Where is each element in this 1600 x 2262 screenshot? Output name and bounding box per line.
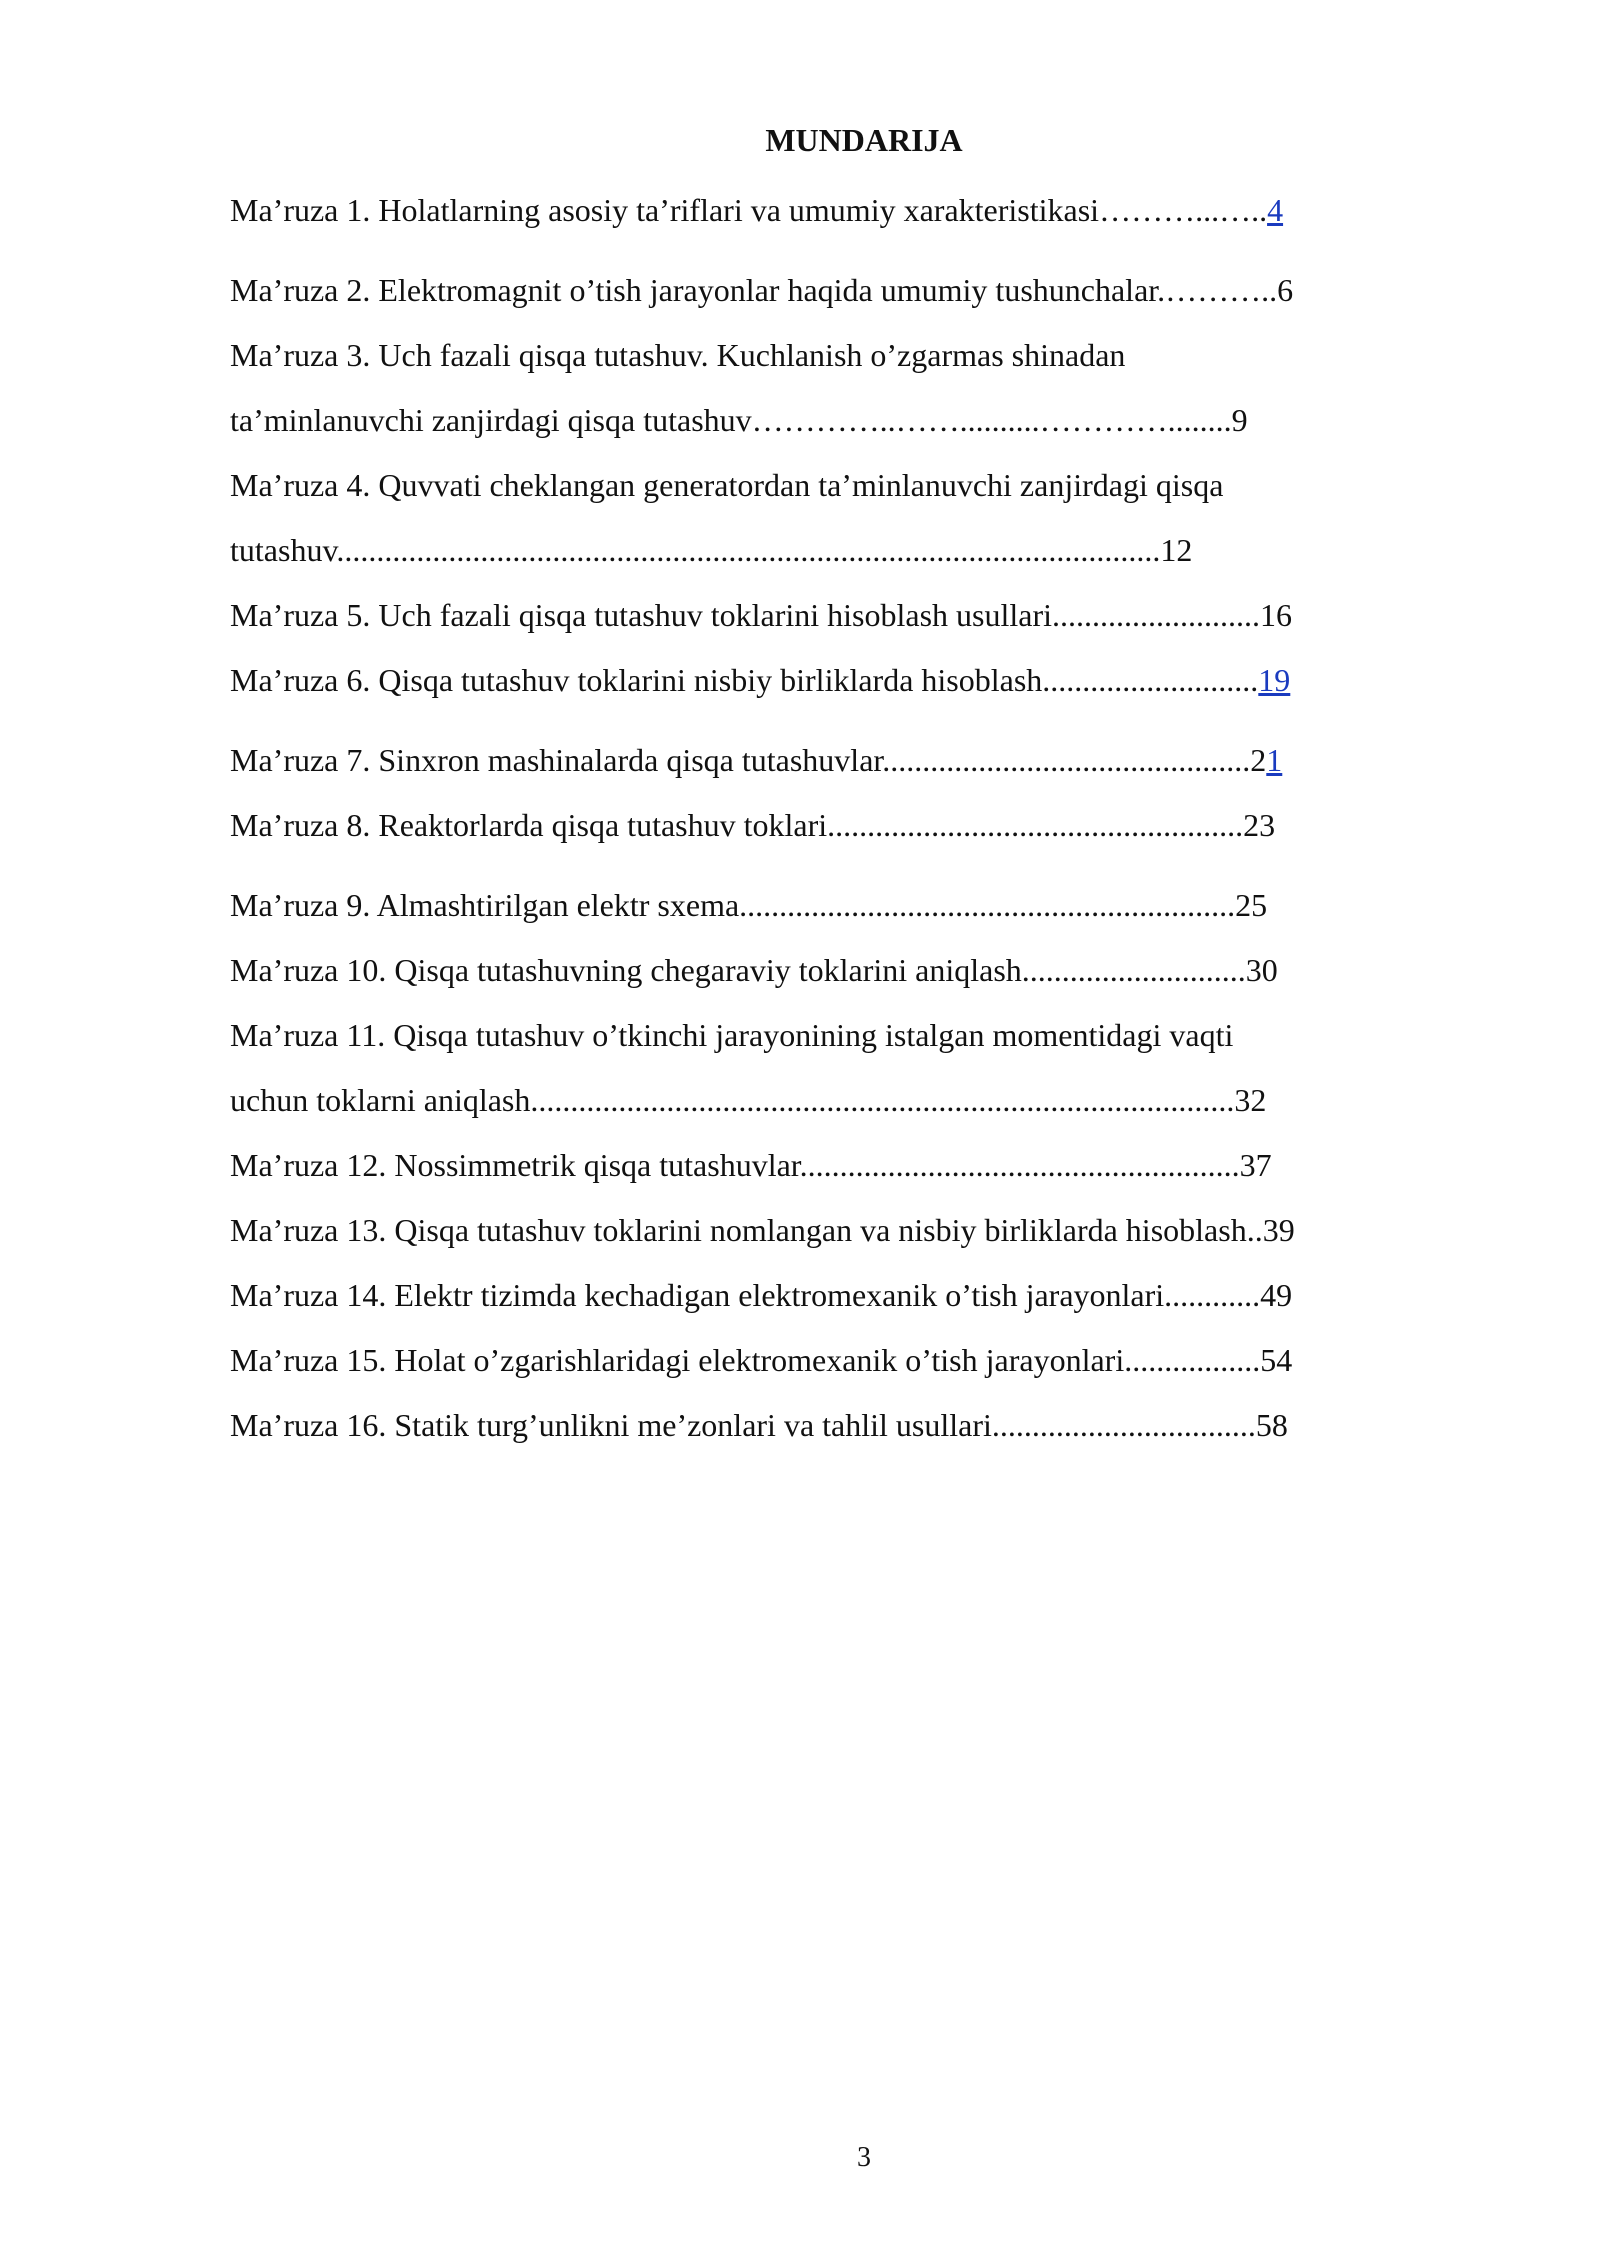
toc-entry-text: Ma’ruza 4. Quvvati cheklangan generatordan ta’minlanuvchi zanjirdagi qisqa xyxy=(230,467,1224,503)
toc-entry-text: Ma’ruza 2. Elektromagnit o’tish jarayonlar haqida umumiy tushunchalar.………..6 xyxy=(230,272,1294,308)
toc-entry-text: Ma’ruza 13. Qisqa tutashuv toklarini nomlangan va nisbiy birliklarda hisoblash..39 xyxy=(230,1212,1295,1248)
toc-entry-text: Ma’ruza 3. Uch fazali qisqa tutashuv. Kuchlanish o’zgarmas shinadan xyxy=(230,337,1126,373)
toc-entry-text: Ma’ruza 12. Nossimmetrik qisqa tutashuvlar.......................................................37 xyxy=(230,1147,1272,1183)
toc-entry-5 xyxy=(230,593,1500,637)
toc-page-link[interactable]: 4 xyxy=(1267,192,1284,228)
toc-entry-text: Ma’ruza 9. Almashtirilgan elektr sxema..............................................................25 xyxy=(230,887,1268,923)
toc-entry-14 xyxy=(230,1273,1500,1317)
toc-entry-text: uchun toklarni aniqlash........................................................................................32 xyxy=(230,1082,1267,1118)
toc-entry-2 xyxy=(230,268,1500,312)
toc-entry-8 xyxy=(230,803,1500,847)
toc-entry-15 xyxy=(230,1338,1500,1382)
toc-entry-text: Ma’ruza 7. Sinxron mashinalarda qisqa tutashuvlar..............................................2 xyxy=(230,742,1267,778)
toc-entry-text: Ma’ruza 15. Holat o’zgarishlaridagi elektromexanik o’tish jarayonlari.................54 xyxy=(230,1342,1293,1378)
toc-entry-11-line-1 xyxy=(230,1013,1500,1057)
toc-entry-7[interactable] xyxy=(230,738,1500,782)
toc-entry-text: Ma’ruza 16. Statik turg’unlikni me’zonlari va tahlil usullari.................................58 xyxy=(230,1407,1288,1443)
toc-entry-13 xyxy=(230,1208,1500,1252)
toc-entry-12 xyxy=(230,1143,1500,1187)
toc-entry-text: Ma’ruza 1. Holatlarning asosiy ta’riflari va umumiy xarakteristikasi………...….. xyxy=(230,192,1268,228)
toc-entry-text: Ma’ruza 8. Reaktorlarda qisqa tutashuv toklari....................................................23 xyxy=(230,807,1276,843)
toc-entry-11-line-2 xyxy=(230,1078,1500,1122)
toc-page-link[interactable]: 19 xyxy=(1258,662,1291,698)
toc-entry-6[interactable] xyxy=(230,658,1500,702)
toc-entry-text: tutashuv.......................................................................................................12 xyxy=(230,532,1193,568)
page-number: 3 xyxy=(857,2142,871,2173)
toc-entry-3-line-1 xyxy=(230,333,1500,377)
toc-entry-10 xyxy=(230,948,1500,992)
toc-entry-text: Ma’ruza 5. Uch fazali qisqa tutashuv toklarini hisoblash usullari..........................16 xyxy=(230,597,1293,633)
toc-entry-3-line-2 xyxy=(230,398,1500,442)
toc-entry-4-line-1 xyxy=(230,463,1500,507)
toc-entry-16 xyxy=(230,1403,1500,1447)
toc-entry-text: Ma’ruza 6. Qisqa tutashuv toklarini nisbiy birliklarda hisoblash........................... xyxy=(230,662,1259,698)
toc-entry-1[interactable] xyxy=(230,188,1500,232)
toc-entry-text: Ma’ruza 14. Elektr tizimda kechadigan elektromexanik o’tish jarayonlari............49 xyxy=(230,1277,1293,1313)
toc-entry-4-line-2 xyxy=(230,528,1500,572)
toc-page-link[interactable]: 1 xyxy=(1266,742,1283,778)
toc-entry-text: ta’minlanuvchi zanjirdagi qisqa tutashuv…………..……..........…………........9 xyxy=(230,402,1248,438)
toc-entry-text: Ma’ruza 11. Qisqa tutashuv o’tkinchi jarayonining istalgan momentidagi vaqti xyxy=(230,1017,1234,1053)
page-title: MUNDARIJA xyxy=(765,122,963,158)
toc-entry-9 xyxy=(230,883,1500,927)
toc-entry-text: Ma’ruza 10. Qisqa tutashuvning chegaraviy toklarini aniqlash............................30 xyxy=(230,952,1278,988)
